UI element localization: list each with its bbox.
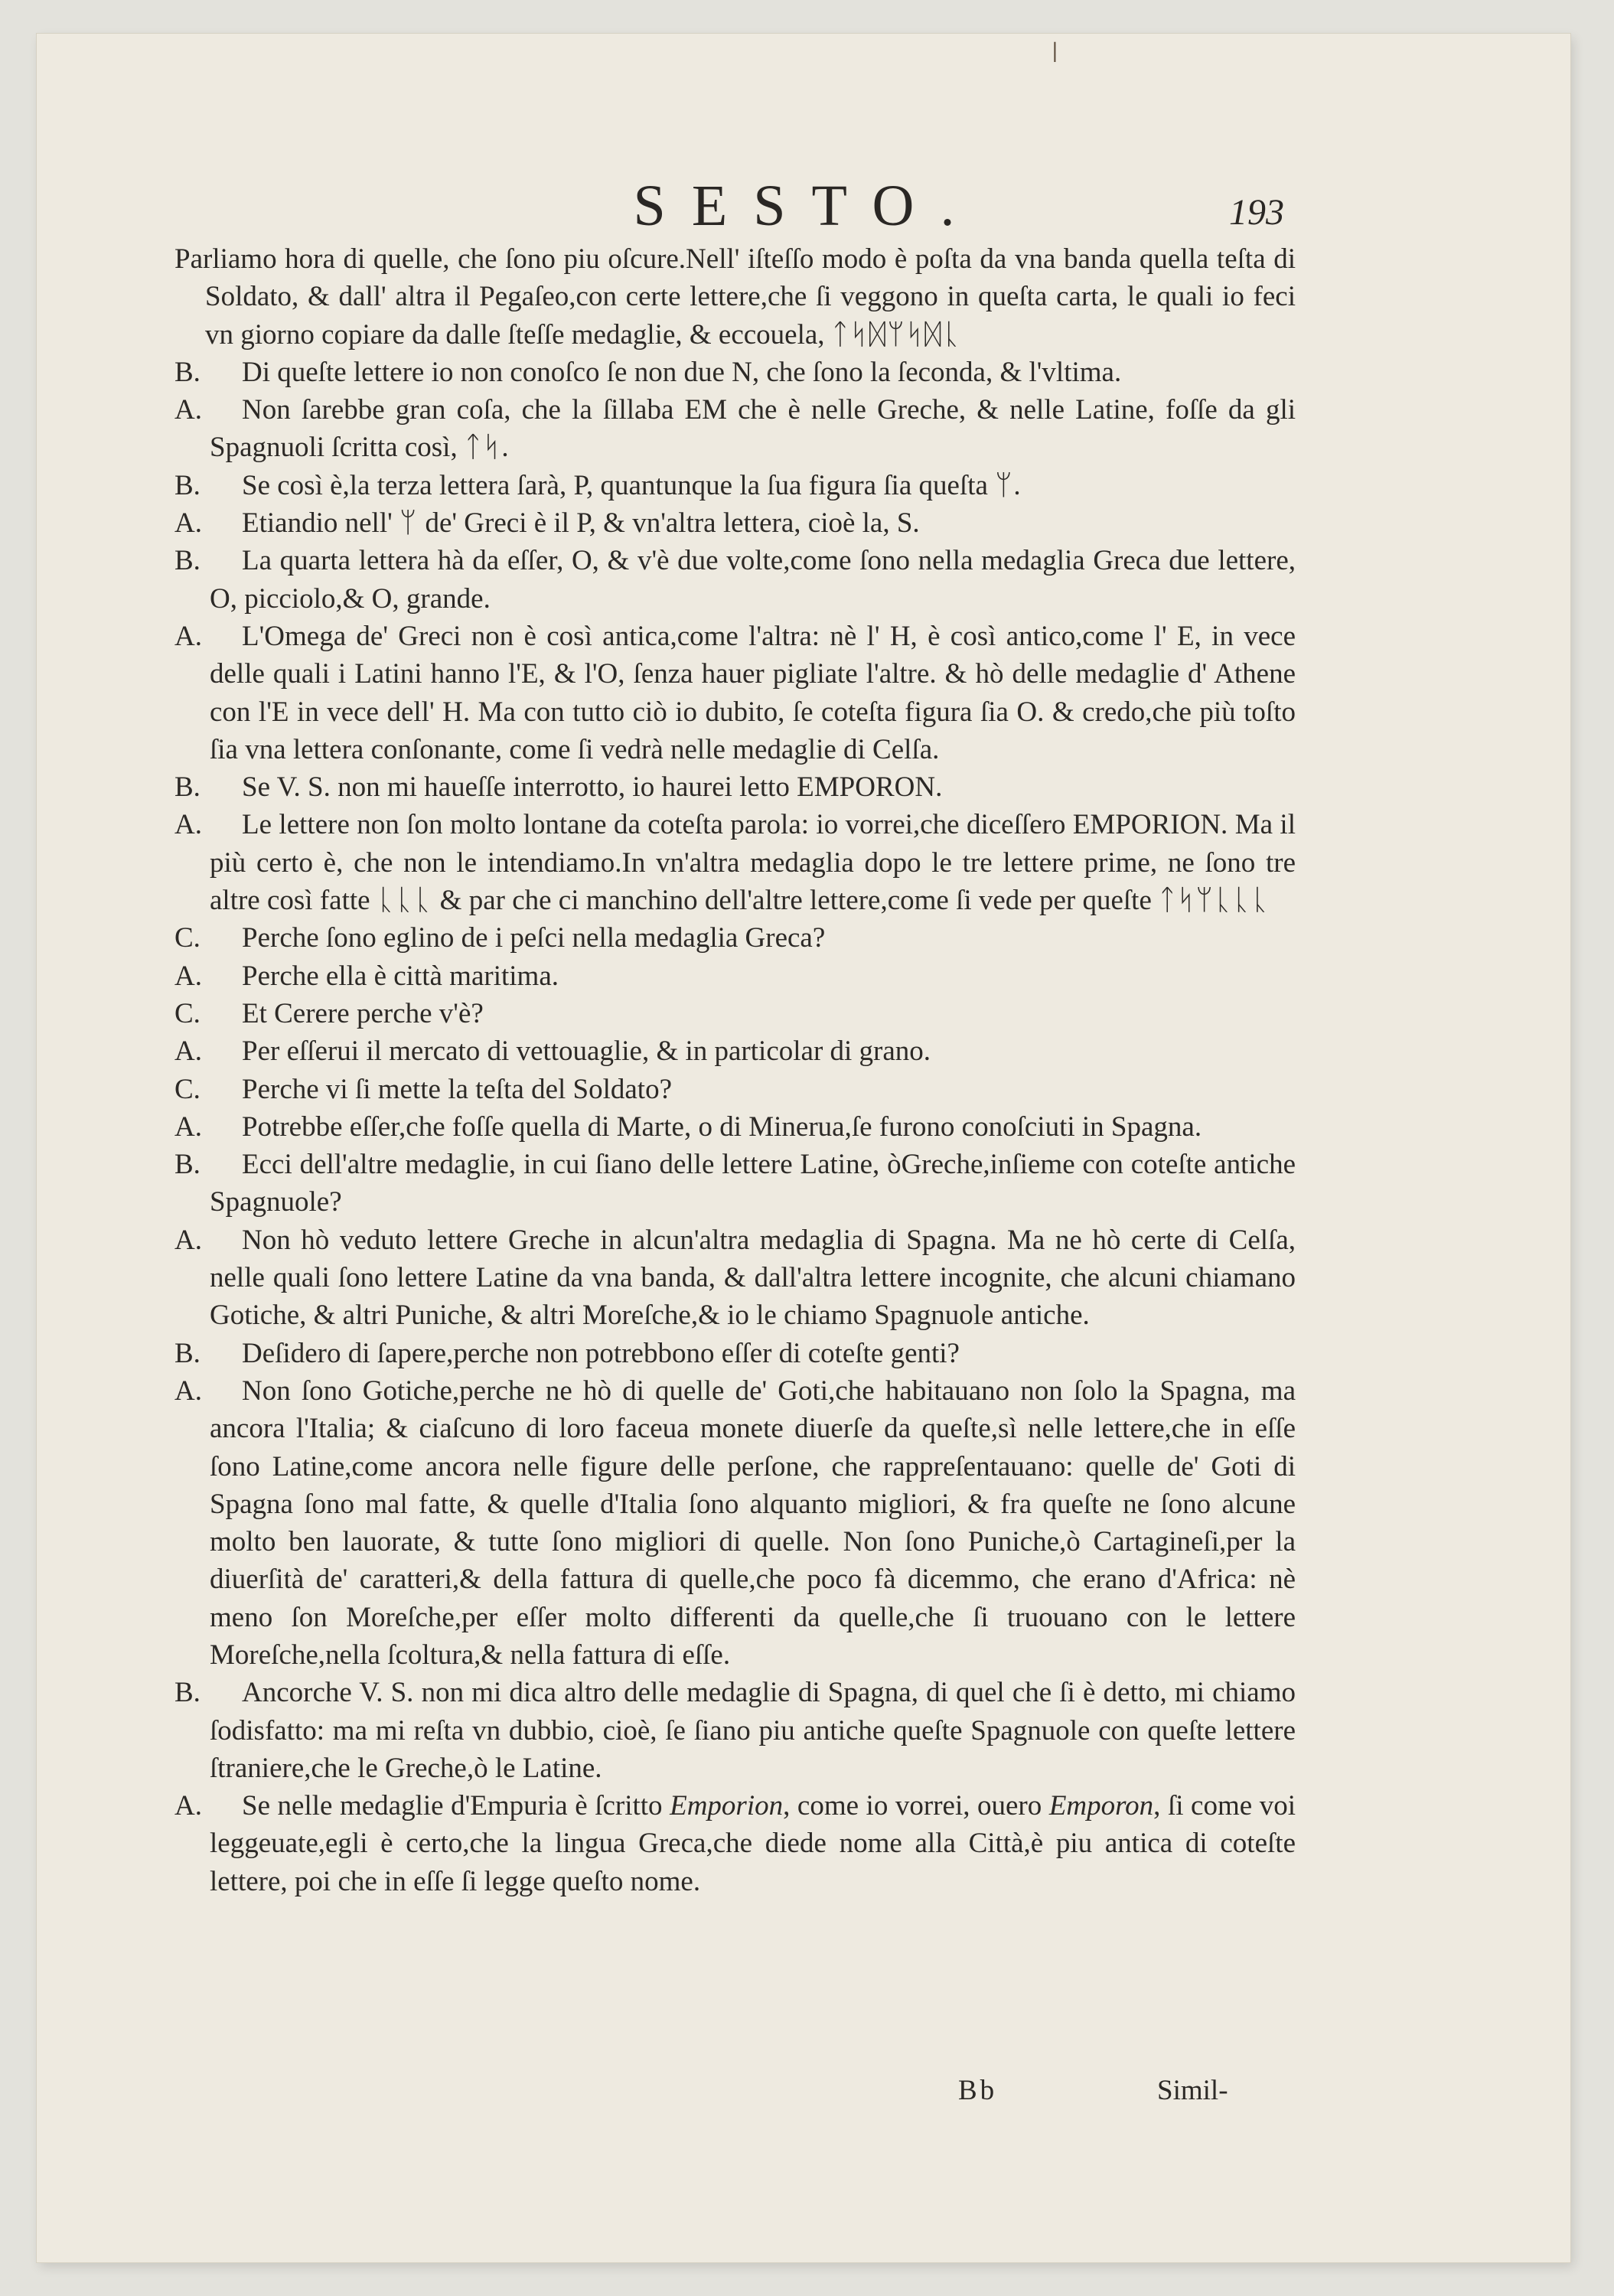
text-segment: Deſidero di ſapere,perche non potrebbono eſſer di coteſte genti? [242, 1337, 960, 1369]
iberian-script-letters: ᛏᛋᛘᚳᚳᚳ [1159, 885, 1270, 917]
text-segment: , ſi come voi leggeuate,egli è certo,che la lingua Greca,che diede nome alla Città,è piu antica di coteſte lettere, poi che in eſſe ſi legge queſto nome. [210, 1790, 1296, 1897]
page-footer [0, 2074, 1614, 2120]
running-title: SESTO. [633, 174, 981, 238]
speaker-label: A. [174, 809, 202, 841]
speaker-label: B. [174, 771, 201, 804]
speaker-label: A. [174, 1110, 202, 1143]
dialogue-line [174, 1032, 1296, 1070]
speaker-label: A. [174, 960, 202, 992]
iberian-script-letters: ᛘ [399, 507, 419, 540]
speaker-label: A. [174, 620, 202, 652]
text-segment: Etiandio nell' [242, 507, 400, 540]
speaker-label: B. [174, 1149, 201, 1181]
speaker-label: B. [174, 469, 201, 501]
dialogue-line [174, 618, 1296, 768]
text-segment: Se così è,la terza lettera ſarà, P, quantunque la ſua figura ſia queſta [242, 469, 996, 501]
italic-term: Emporon [1048, 1790, 1154, 1822]
speaker-label: A. [174, 507, 202, 540]
text-segment: Se nelle medaglie d'Empuria è ſcritto [242, 1790, 670, 1822]
dialogue-line [174, 542, 1296, 618]
text-segment: Perche ella è città maritima. [242, 960, 559, 992]
dialogue-line [174, 1674, 1296, 1787]
dialogue-line [174, 1335, 1296, 1372]
text-segment: Potrebbe eſſer,che foſſe quella di Marte, o di Mineruа,ſe furono conoſciuti in Spagna. [242, 1110, 1202, 1143]
iberian-script-letters: ᛏᛋᛞᛘᛋᛞᚳ [831, 318, 962, 351]
speaker-label: A. [174, 394, 202, 426]
dialogue-line [174, 354, 1296, 391]
text-segment: Le lettere non ſon molto lontane da coteſta parola: io vorrei,che diceſſero EMPORION. Ma il più certo è, che non le intendiamo.In vn'altra medaglia dopo le tre lettere prime, ne ſono tre altre così fatte [210, 809, 1296, 917]
dialogue-line [174, 1146, 1296, 1221]
text-segment: Non ſono Gotiche,perche ne hò di quelle de' Goti,che habitauano non ſolo la Spagna, ma ancora l'Italia; & ciaſcuno di loro faceua monete diuerſe da queſte,sì nelle lettere,che in eſſe ſono Latine,come ancora nelle figure delle perſone, che rappreſentauano: quelle de' Goti di Spagna ſono mal fatte, & quelle d'Italia ſono alquanto migliori, & fra queſte ne ſono alcune molto ben lauorate, & tutte ſono migliori di quelle. Non ſono Puniche,ò Cartagineſi,per la diuerſità de' caratteri,& della fattura di quelle,che poco fà dicemmo, che erano d'Africa: nè meno ſon Moreſche,per eſſer molto differenti da quelle,che ſi truouano con le lettere Moreſche,nella ſcoltura,& nella fattura di eſſe. [210, 1375, 1296, 1671]
dialogue-line [174, 919, 1296, 957]
iberian-script-letters: ᛘ. [995, 469, 1022, 501]
text-segment: Non ſarebbe gran coſa, che la ſillaba EM che è nelle Greche, & nelle Latine, foſſe da gli Spagnuoli ſcritta così, [210, 394, 1296, 464]
speaker-label: C. [174, 922, 201, 954]
dialogue-line [174, 1787, 1296, 1900]
text-segment: Ecci dell'altre medaglie, in cui ſiano delle lettere Latine, òGreche,inſieme con coteſte antiche Spagnuole? [210, 1149, 1296, 1218]
text-segment: Et Cerere perche v'è? [242, 997, 484, 1029]
text-segment: Ancorche V. S. non mi dica altro delle medaglie di Spagna, di quel che ſi è detto, mi chiamo ſodisfatto: ma mi reſta vn dubbio, cioè, ſe ſiano piu antiche queſte Spagnuole con queſte lettere ſtraniere,che le Greche,ò le Latine. [210, 1677, 1296, 1784]
speaker-label: C. [174, 997, 201, 1029]
italic-term: Emporion [670, 1790, 784, 1822]
text-segment: & par che ci manchino dell'altre lettere,come ſi vede per queſte [432, 885, 1159, 917]
text-segment: Perche vi ſi mette la teſta del Soldato? [242, 1073, 673, 1105]
speaker-label: A. [174, 1224, 202, 1256]
text-segment: La quarta lettera hà da eſſer, O, & v'è due volte,come ſono nella medaglia Greca due lettere, O, picciolo,& O, grande. [210, 545, 1296, 615]
dialogue-line [174, 504, 1296, 542]
speaker-label: B. [174, 545, 201, 577]
speaker-label: B. [174, 1337, 201, 1369]
signature-mark: Bb [958, 2075, 998, 2106]
speaker-label: B. [174, 356, 201, 388]
iberian-script-letters: ᚳᚳᚳ [377, 885, 433, 917]
page-header [0, 173, 1614, 242]
speaker-label: B. [174, 1677, 201, 1709]
dialogue-line [174, 1221, 1296, 1335]
text-segment: Parliamo hora di quelle, che ſono piu oſcure.Nell' iſteſſo modo è poſta da vna banda quella teſta di Soldato, & dall' altra il Pegaſeo,con certe lettere,che ſi veggono in queſta carta, le quali io feci vn giorno copiare da dalle ſteſſe medaglie, & eccouela, [174, 243, 1296, 351]
dialogue-line [174, 957, 1296, 995]
text-segment: de' Greci è il P, & vn'altra lettera, cioè la, S. [418, 507, 920, 540]
dialogue-line [174, 391, 1296, 467]
body-text [174, 240, 1296, 1900]
ink-speck: | [1052, 40, 1058, 63]
dialogue-line [174, 467, 1296, 504]
text-segment: Per eſſerui il mercato di vettouaglie, & in particolar di grano. [242, 1035, 931, 1068]
speaker-label: A. [174, 1790, 202, 1822]
page-number: 193 [1229, 192, 1284, 233]
text-segment: , come io vorrei, ouero [783, 1790, 1049, 1822]
dialogue-line [174, 806, 1296, 919]
iberian-script-letters: ᛏᛋ. [464, 432, 510, 464]
dialogue [174, 354, 1296, 1900]
text-segment: Perche ſono eglino de i peſci nella medaglia Greca? [242, 922, 826, 954]
speaker-label: C. [174, 1073, 201, 1105]
catchword: Simil- [1157, 2075, 1228, 2106]
speaker-label: A. [174, 1375, 202, 1407]
opening-paragraph [174, 240, 1296, 354]
text-segment: L'Omega de' Greci non è così antica,come l'altra: nè l' H, è così antico,come l' E, in vece delle quali i Latini hanno l'E, & l'O, ſenza hauer pigliate l'altre. & hò delle medaglie d' Athene con l'E in vece dell' H. Ma con tutto ciò io dubito, ſe coteſta figura ſia O. & credo,che più toſto ſia vna lettera conſonante, come ſi vedrà nelle medaglie di Celſa. [210, 620, 1296, 765]
dialogue-line [174, 768, 1296, 806]
dialogue-line [174, 995, 1296, 1032]
text-segment: Se V. S. non mi haueſſe interrotto, io haurei letto EMPORON. [242, 771, 943, 804]
dialogue-line [174, 1071, 1296, 1108]
speaker-label: A. [174, 1035, 202, 1068]
dialogue-line [174, 1372, 1296, 1674]
text-segment: Non hò veduto lettere Greche in alcun'altra medaglia di Spagna. Ma ne hò certe di Celſa, nelle quali ſono lettere Latine da vna banda, & dall'altra lettere incognite, che alcuni chiamano Gotiche, & altri Puniche, & altri Moreſche,& io le chiamo Spagnuole antiche. [210, 1224, 1296, 1332]
dialogue-line [174, 1108, 1296, 1146]
text-segment: Di queſte lettere io non conoſco ſe non due N, che ſono la ſeconda, & l'vltima. [242, 356, 1122, 388]
